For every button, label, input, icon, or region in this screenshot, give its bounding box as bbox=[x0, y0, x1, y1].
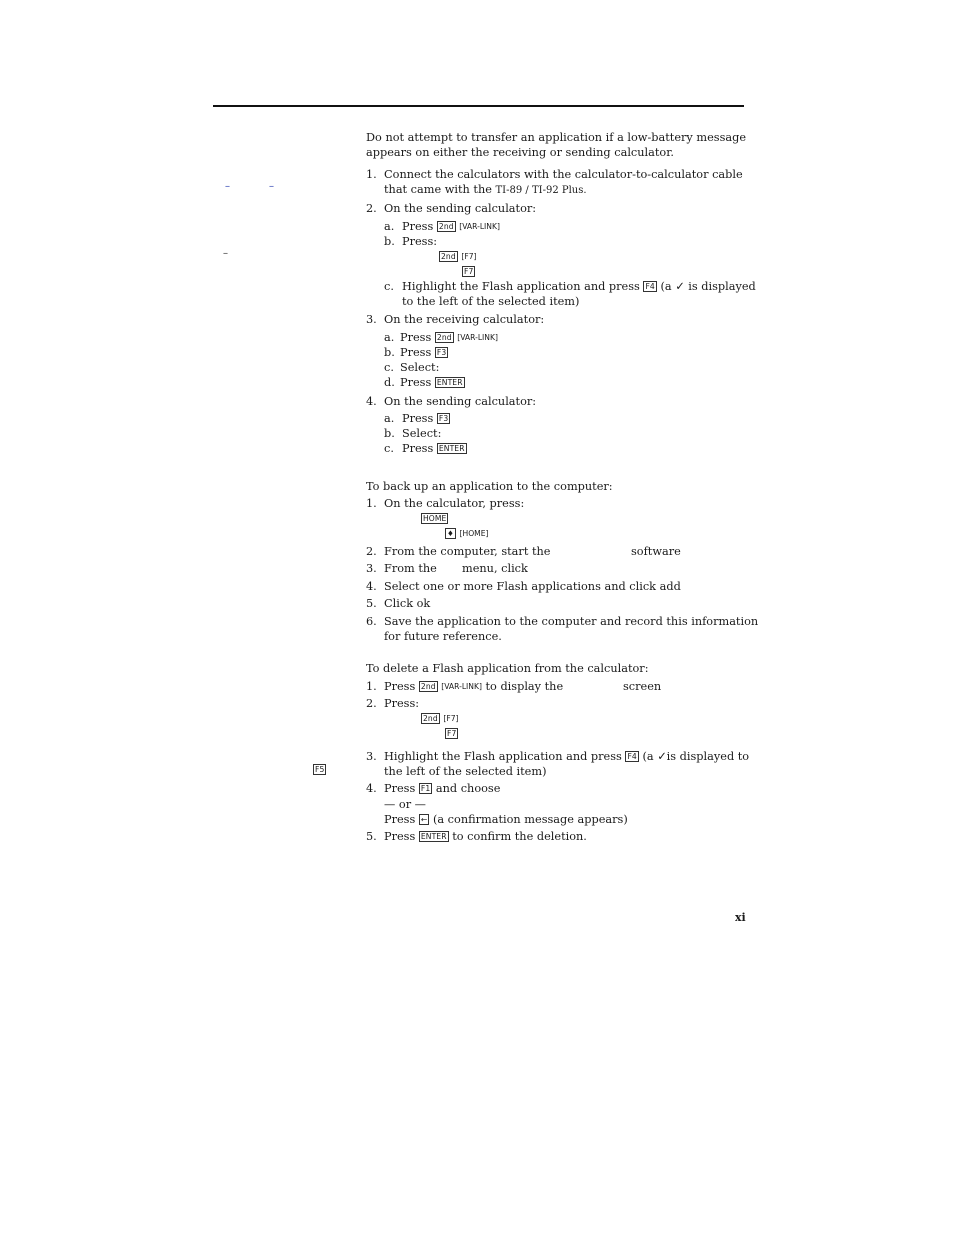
f3-key: F3 bbox=[438, 414, 449, 423]
step-text: Press 2nd [VAR-LINK] to display the bbox=[384, 680, 564, 693]
page-number: xi bbox=[735, 911, 746, 924]
substep-text: Press 2nd [VAR-LINK] bbox=[400, 331, 498, 344]
substep-text: Press ENTER bbox=[402, 442, 465, 455]
step-number: 1. bbox=[366, 497, 377, 510]
substep-letter: c. bbox=[384, 442, 394, 455]
substep-letter: b. bbox=[384, 346, 395, 359]
substep-text: to the left of the selected item) bbox=[402, 295, 580, 308]
step-text: that came with the TI-89 / TI-92 Plus. bbox=[384, 183, 587, 196]
step-number: 5. bbox=[366, 830, 377, 843]
step-text: Press ENTER to confirm the deletion. bbox=[384, 830, 587, 843]
substep-text: Press: bbox=[402, 235, 438, 248]
f7-key: F7 bbox=[447, 729, 457, 738]
substep-letter: b. bbox=[384, 235, 395, 248]
step-text: On the receiving calculator: bbox=[384, 313, 545, 326]
intro-line: Do not attempt to transfer an application if a low-battery message bbox=[366, 131, 747, 144]
step-text: Connect the calculators with the calculator-to-calculator cable bbox=[384, 168, 743, 181]
step-text: menu, click bbox=[462, 562, 528, 575]
step-text: for future reference. bbox=[384, 630, 502, 643]
margin-dash: – bbox=[269, 181, 274, 192]
step-number: 5. bbox=[366, 597, 377, 610]
step-number: 4. bbox=[366, 782, 377, 795]
header-rule bbox=[213, 105, 744, 107]
section-intro: To delete a Flash application from the calculator: bbox=[366, 662, 649, 675]
step-text: Press: bbox=[384, 697, 420, 710]
key-sequence bbox=[445, 526, 488, 541]
substep-letter: c. bbox=[384, 280, 394, 293]
2nd-key: 2nd bbox=[420, 682, 436, 691]
substep-letter: a. bbox=[384, 331, 395, 344]
step-text: On the calculator, press: bbox=[384, 497, 525, 510]
or-separator: — or — bbox=[384, 798, 426, 811]
2nd-key: 2nd bbox=[438, 222, 454, 231]
substep-letter: c. bbox=[384, 361, 394, 374]
substep-letter: a. bbox=[384, 412, 395, 425]
step-number: 3. bbox=[366, 562, 377, 575]
backspace-key: ← bbox=[420, 815, 428, 824]
margin-dash: – bbox=[223, 248, 228, 259]
step-text: From the computer, start the bbox=[384, 545, 551, 558]
f4-key: F4 bbox=[627, 752, 637, 761]
step-text: Press ← (a confirmation message appears) bbox=[384, 813, 628, 826]
step-number: 1. bbox=[366, 168, 377, 181]
enter-key: ENTER bbox=[438, 444, 465, 453]
f5-key: F5 bbox=[315, 765, 325, 774]
substep-text: Select: bbox=[402, 427, 442, 440]
var-link-key: [VAR-LINK] bbox=[457, 333, 498, 342]
substep-text: Highlight the Flash application and press F4 (a ✓ is displayed bbox=[402, 280, 756, 293]
step-number: 4. bbox=[366, 395, 377, 408]
step-number: 2. bbox=[366, 697, 377, 710]
step-text: Click ok bbox=[384, 597, 431, 610]
key-sequence bbox=[445, 726, 458, 741]
check-icon: ✓ bbox=[675, 280, 685, 293]
var-link-key: [VAR-LINK] bbox=[441, 682, 482, 691]
substep-text: Press F3 bbox=[402, 412, 449, 425]
step-number: 3. bbox=[366, 750, 377, 763]
enter-key: ENTER bbox=[420, 832, 447, 841]
f3-key: F3 bbox=[436, 348, 447, 357]
substep-text: Select: bbox=[400, 361, 440, 374]
substep-text: Press F3 bbox=[400, 346, 447, 359]
margin-key bbox=[313, 762, 326, 777]
step-text: Select one or more Flash applications and click add bbox=[384, 580, 681, 593]
home-key: [HOME] bbox=[459, 529, 489, 538]
var-link-key: [VAR-LINK] bbox=[459, 222, 500, 231]
diamond-key: ♦ bbox=[447, 529, 454, 538]
f7-key: [F7] bbox=[443, 714, 459, 723]
step-number: 3. bbox=[366, 313, 377, 326]
step-number: 6. bbox=[366, 615, 377, 628]
enter-key: ENTER bbox=[436, 378, 463, 387]
2nd-key: 2nd bbox=[423, 714, 438, 723]
step-number: 2. bbox=[366, 545, 377, 558]
substep-letter: b. bbox=[384, 427, 395, 440]
key-sequence bbox=[439, 249, 476, 264]
step-text: screen bbox=[623, 680, 662, 693]
key-sequence bbox=[462, 264, 475, 279]
section-intro: To back up an application to the computer: bbox=[366, 480, 613, 493]
product-name: TI-89 / TI-92 Plus bbox=[495, 185, 584, 196]
step-text: Press F1 and choose bbox=[384, 782, 501, 795]
home-key: HOME bbox=[423, 514, 447, 523]
step-text: Save the application to the computer and record this information bbox=[384, 615, 759, 628]
step-text: From the bbox=[384, 562, 437, 575]
step-number: 1. bbox=[366, 680, 377, 693]
f4-key: F4 bbox=[645, 282, 655, 291]
f7-key: F7 bbox=[464, 267, 474, 276]
step-text: Highlight the Flash application and press F4 (a ✓is displayed to bbox=[384, 750, 750, 763]
step-number: 4. bbox=[366, 580, 377, 593]
2nd-key: 2nd bbox=[441, 252, 456, 261]
margin-dash: – bbox=[225, 181, 230, 192]
substep-text: Press ENTER bbox=[400, 376, 463, 389]
key-sequence bbox=[421, 511, 448, 526]
check-icon: ✓ bbox=[657, 750, 667, 763]
intro-line: appears on either the receiving or sending calculator. bbox=[366, 146, 674, 159]
key-sequence bbox=[421, 711, 458, 726]
f1-key: F1 bbox=[420, 784, 431, 793]
substep-letter: a. bbox=[384, 220, 395, 233]
2nd-key: 2nd bbox=[436, 333, 452, 342]
substep-letter: d. bbox=[384, 376, 395, 389]
step-number: 2. bbox=[366, 202, 377, 215]
step-text: On the sending calculator: bbox=[384, 395, 537, 408]
step-text: On the sending calculator: bbox=[384, 202, 537, 215]
step-text: the left of the selected item) bbox=[384, 765, 547, 778]
f7-key: [F7] bbox=[461, 252, 477, 261]
substep-text: Press 2nd [VAR-LINK] bbox=[402, 220, 500, 233]
step-text: software bbox=[631, 545, 681, 558]
